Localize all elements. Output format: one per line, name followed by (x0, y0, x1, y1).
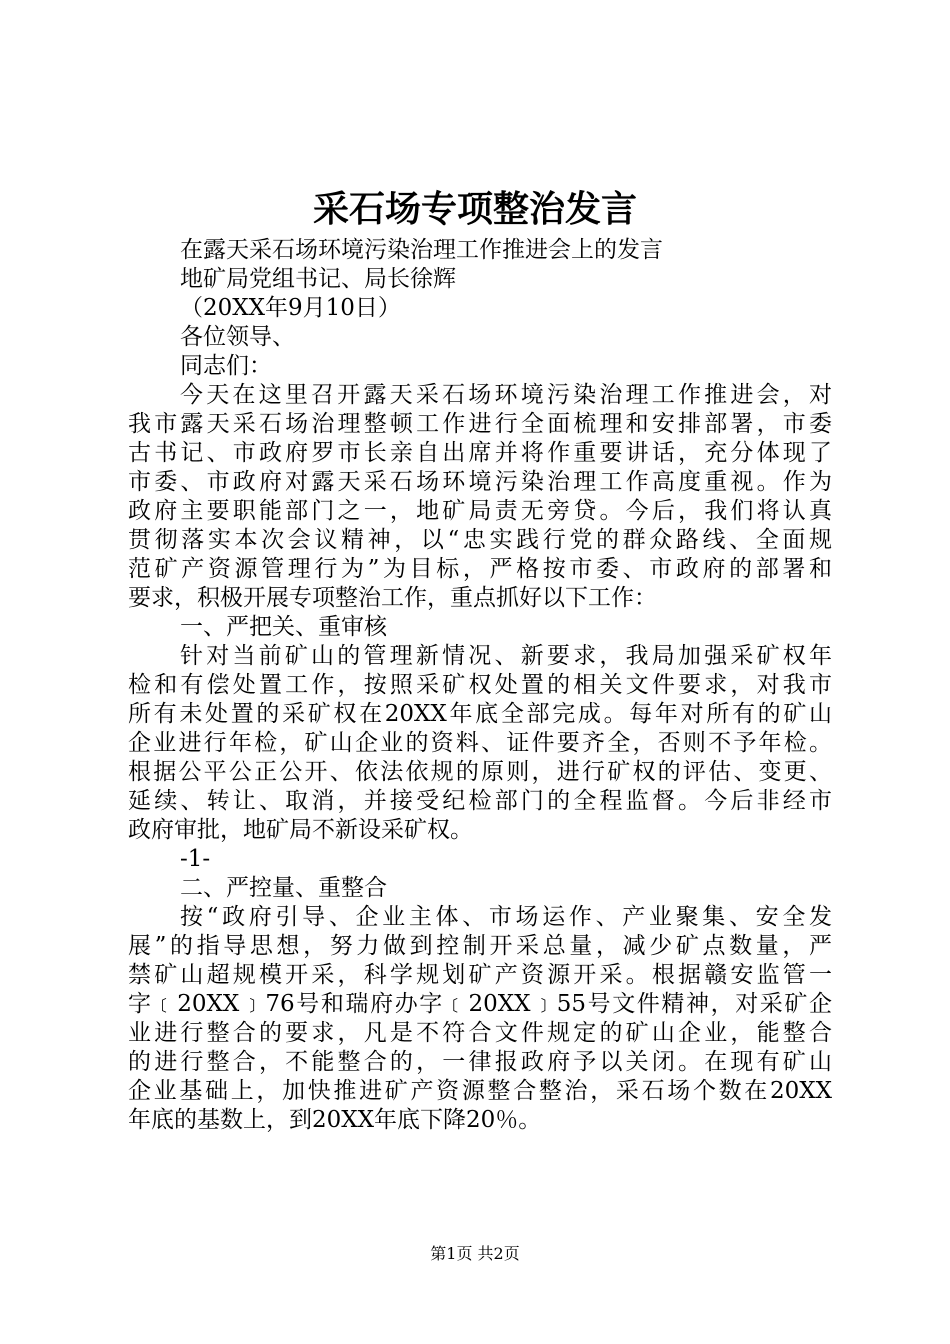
paragraph-line: 政府主要职能部门之一，地矿局责无旁贷。今后，我们将认真 (128, 498, 832, 524)
paragraph-line: 字﹝20XX﹞76号和瑞府办字﹝20XX﹞55号文件精神，对采矿企 (128, 991, 832, 1017)
paragraph-line: 根据公平公正公开、依法依规的原则，进行矿权的评估、变更、 (128, 759, 832, 785)
paragraph-line: 展”的指导思想，努力做到控制开采总量，减少矿点数量，严 (128, 933, 832, 959)
paragraph-line: 检和有偿处置工作，按照采矿权处置的相关文件要求，对我市 (128, 672, 832, 698)
paragraph-line: 年底的基数上，到20XX年底下降20％。 (128, 1107, 542, 1133)
paragraph-line: 按“政府引导、企业主体、市场运作、产业聚集、安全发 (180, 904, 832, 930)
subtitle: 在露天采石场环境污染治理工作推进会上的发言 (180, 237, 663, 263)
paragraph-line: 今天在这里召开露天采石场环境污染治理工作推进会，对 (180, 382, 832, 408)
paragraph-line: 市委、市政府对露天采石场环境污染治理工作高度重视。作为 (128, 469, 832, 495)
paragraph-line: 的进行整合，不能整合的，一律报政府予以关闭。在现有矿山 (128, 1049, 832, 1075)
paragraph-line: 要求，积极开展专项整治工作，重点抓好以下工作： (128, 585, 657, 611)
paragraph-line: 企业进行年检，矿山企业的资料、证件要齐全，否则不予年检。 (128, 730, 832, 756)
paragraph-line: 贯彻落实本次会议精神，以“忠实践行党的群众路线、全面规 (128, 527, 832, 553)
paragraph-line: 古书记、市政府罗市长亲自出席并将作重要讲话，充分体现了 (128, 440, 832, 466)
document-body (128, 236, 832, 1135)
section-heading: 一、严把关、重审核 (180, 614, 387, 640)
paragraph-line: 禁矿山超规模开采，科学规划矿产资源开采。根据赣安监管一 (128, 962, 832, 988)
paragraph-line: 业进行整合的要求，凡是不符合文件规定的矿山企业，能整合 (128, 1020, 832, 1046)
document-title: 采石场专项整治发言 (312, 188, 637, 230)
paragraph-line: 范矿产资源管理行为”为目标，严格按市委、市政府的部署和 (128, 556, 832, 582)
paragraph-line: 针对当前矿山的管理新情况、新要求，我局加强采矿权年 (180, 643, 832, 669)
speech-date: （20XX年9月10日） (180, 295, 401, 321)
page-footer: 第1页 共2页 (430, 1244, 520, 1263)
salutation: 各位领导、 (180, 324, 295, 350)
speaker: 地矿局党组书记、局长徐辉 (180, 266, 456, 292)
paragraph-line: 延续、转让、取消，并接受纪检部门的全程监督。今后非经市 (128, 788, 832, 814)
section-heading: 二、严控量、重整合 (180, 875, 387, 901)
page-marker: -1- (180, 846, 211, 872)
salutation: 同志们： (180, 353, 272, 379)
paragraph-line: 所有未处置的采矿权在20XX年底全部完成。每年对所有的矿山 (128, 701, 832, 727)
paragraph-line: 政府审批，地矿局不新设采矿权。 (128, 817, 473, 843)
paragraph-line: 企业基础上，加快推进矿产资源整合整治，采石场个数在20XX (128, 1078, 832, 1104)
paragraph-line: 我市露天采石场治理整顿工作进行全面梳理和安排部署，市委 (128, 411, 832, 437)
